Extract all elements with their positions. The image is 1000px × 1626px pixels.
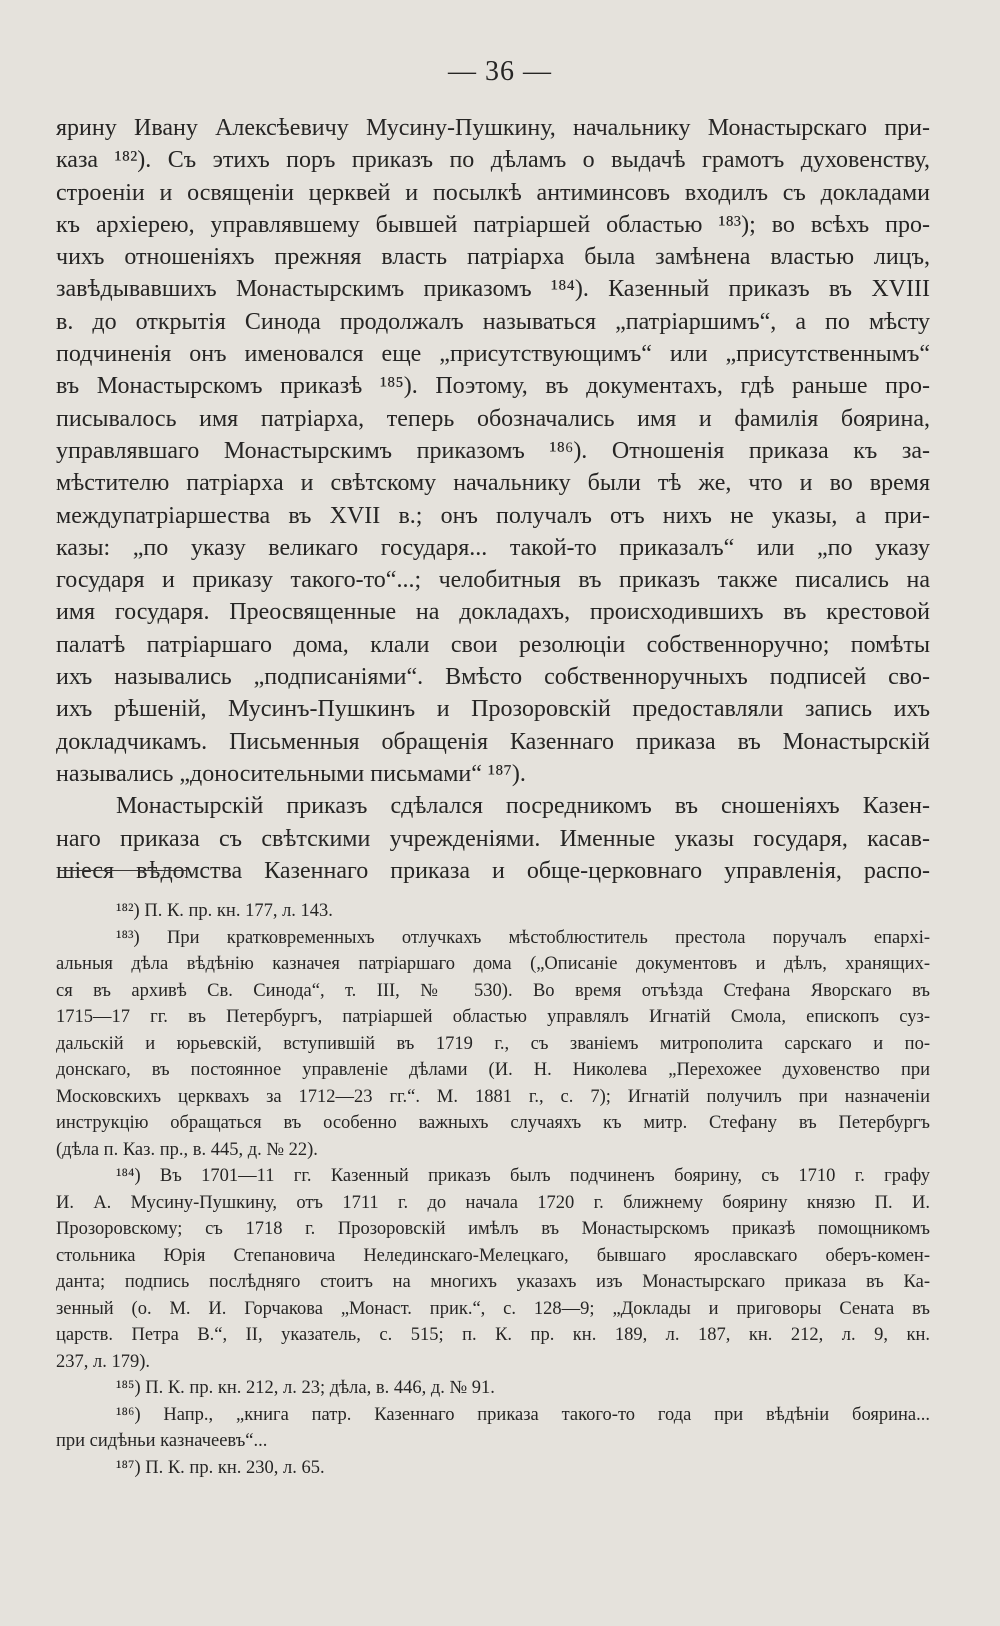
footnote-line: дальскій и юрьевскій, вступившій въ 1719 г., съ званіемъ митрополита сарскаго и по- [56, 1033, 930, 1054]
footnote-184: ¹⁸⁴) Въ 1701—11 гг. Казенный приказъ былъ подчиненъ боярину, съ 1710 г. графу [116, 1166, 930, 1186]
footnotes [56, 898, 930, 1481]
text-line: казы: „по указу великаго государя... такой-то приказалъ“ или „по указу [56, 534, 930, 561]
text-line: палатѣ патріаршаго дома, клали свои резолюціи собственноручно; помѣты [56, 631, 930, 658]
footnote-line: 237, л. 179). [56, 1351, 151, 1372]
text-line: междупатріаршества въ XVII в.; онъ получалъ отъ нихъ не указы, а при- [56, 502, 930, 529]
footnote-line: инструкцію обращаться въ особенно важныхъ случаяхъ къ митр. Стефану въ Петербургъ [56, 1113, 930, 1133]
paragraph-first-line: Монастырскій приказъ сдѣлался посредникомъ въ сношеніяхъ Казен- [116, 793, 930, 820]
text-line: имя государя. Преосвященные на докладахъ, происходившихъ въ крестовой [56, 599, 930, 626]
footnote-line: данта; подпись послѣдняго стоитъ на многихъ указахъ изъ Монастырскаго приказа въ Ка- [56, 1272, 930, 1292]
footnote-line: И. А. Мусину-Пушкину, отъ 1711 г. до начала 1720 г. ближнему боярину князю П. И. [56, 1192, 930, 1213]
text-line: управлявшаго Монастырскимъ приказомъ ¹⁸⁶). Отношенія приказа къ за- [56, 437, 930, 464]
footnote-separator [58, 870, 186, 871]
text-line: писывалось имя патріарха, теперь обозначались имя и фамилія боярина, [56, 405, 930, 432]
main-text [56, 112, 930, 887]
footnote-line: Прозоровскому; съ 1718 г. Прозоровскій имѣлъ въ Монастырскомъ приказѣ помощникомъ [56, 1219, 930, 1239]
text-line: в. до открытія Синода продолжалъ называться „патріаршимъ“, а по мѣсту [56, 308, 930, 335]
footnote-185: ¹⁸⁵) П. К. пр. кн. 212, л. 23; дѣла, в. 446, д. № 91. [116, 1378, 495, 1398]
footnote-line: альныя дѣла вѣдѣнію казначея патріаршаго дома („Описаніе документовъ и дѣлъ, хранящих- [56, 954, 930, 974]
text-line: докладчикамъ. Письменныя обращенія Казеннаго приказа въ Монастырскій [56, 728, 930, 755]
footnote-line: донскаго, въ постоянное управленіе дѣлами (И. Н. Николева „Перехожее духовенство при [56, 1060, 930, 1080]
text-line: подчиненія онъ именовался еще „присутствующимъ“ или „присутственнымъ“ [56, 341, 930, 368]
footnote-line: 1715—17 гг. въ Петербургъ, патріаршей областью управлялъ Игнатій Смола, епископъ суз- [56, 1007, 930, 1027]
text-line: строеніи и освященіи церквей и посылкѣ антиминсовъ входилъ съ докладами [56, 179, 930, 206]
footnote-183: ¹⁸³) При кратковременныхъ отлучкахъ мѣстоблюститель престола поручалъ епархі- [116, 927, 930, 948]
page-number: — 36 — [448, 56, 552, 87]
footnote-line: Московскихъ церквахъ за 1712—23 гг.“. М. 1881 г., с. 7); Игнатій получилъ при назначеніи [56, 1086, 930, 1107]
text-line: государя и приказу такого-то“...; челобитныя въ приказъ также писались на [56, 567, 930, 594]
footnote-line: при сидѣньи казначеевъ“... [56, 1431, 268, 1451]
footnote-182: ¹⁸²) П. К. пр. кн. 177, л. 143. [116, 901, 333, 921]
text-line: шіеся вѣдомства Казеннаго приказа и обще-церковнаго управленія, распо- [56, 857, 930, 884]
text-line: наго приказа съ свѣтскими учрежденіями. Именные указы государя, касав- [56, 825, 930, 852]
text-line: завѣдывавшихъ Монастырскимъ приказомъ ¹⁸⁴). Казенный приказъ въ XVIII [56, 276, 930, 303]
text-line: назывались „доносительными письмами“ ¹⁸⁷). [56, 760, 526, 787]
text-line: ихъ назывались „подписаніями“. Вмѣсто собственноручныхъ подписей сво- [56, 664, 930, 691]
footnote-186: ¹⁸⁶) Напр., „книга патр. Казеннаго приказа такого-то года при вѣдѣніи боярина... [116, 1404, 930, 1425]
footnote-line: (дѣла п. Каз. пр., в. 445, д. № 22). [56, 1139, 318, 1160]
text-line: чихъ отношеніяхъ прежняя власть патріарха была замѣнена властью лицъ, [56, 244, 930, 271]
footnote-187: ¹⁸⁷) П. К. пр. кн. 230, л. 65. [116, 1457, 325, 1478]
text-line: ярину Ивану Алексѣевичу Мусину-Пушкину, начальнику Монастырскаго при- [56, 115, 930, 141]
text-line: каза ¹⁸²). Съ этихъ поръ приказъ по дѣламъ о выдачѣ грамотъ духовенству, [56, 147, 930, 174]
footnote-line: зенный (о. М. И. Горчакова „Монаст. прик.“, с. 128—9; „Доклады и приговоры Сената въ [56, 1298, 930, 1319]
text-line: къ архіерею, управлявшему бывшей патріаршей областью ¹⁸³); во всѣхъ про- [56, 211, 930, 238]
text-line: въ Монастырскомъ приказѣ ¹⁸⁵). Поэтому, въ документахъ, гдѣ раньше про- [56, 373, 930, 400]
footnote-line: стольника Юрія Степановича Нелединскаго-Мелецкаго, бывшаго ярославскаго оберъ-комен- [56, 1245, 930, 1266]
footnote-line: ся въ архивѣ Св. Синода“, т. III, № 530). Во время отъѣзда Стефана Яворскаго въ [56, 980, 930, 1001]
text-line: ихъ рѣшеній, Мусинъ-Пушкинъ и Прозоровскій предоставляли запись ихъ [56, 696, 930, 723]
footnote-line: царств. Петра В.“, II, указатель, с. 515; п. К. пр. кн. 189, л. 187, кн. 212, л. 9, кн. [56, 1325, 930, 1345]
text-line: мѣстителю патріарха и свѣтскому начальнику были тѣ же, что и во время [56, 470, 930, 497]
